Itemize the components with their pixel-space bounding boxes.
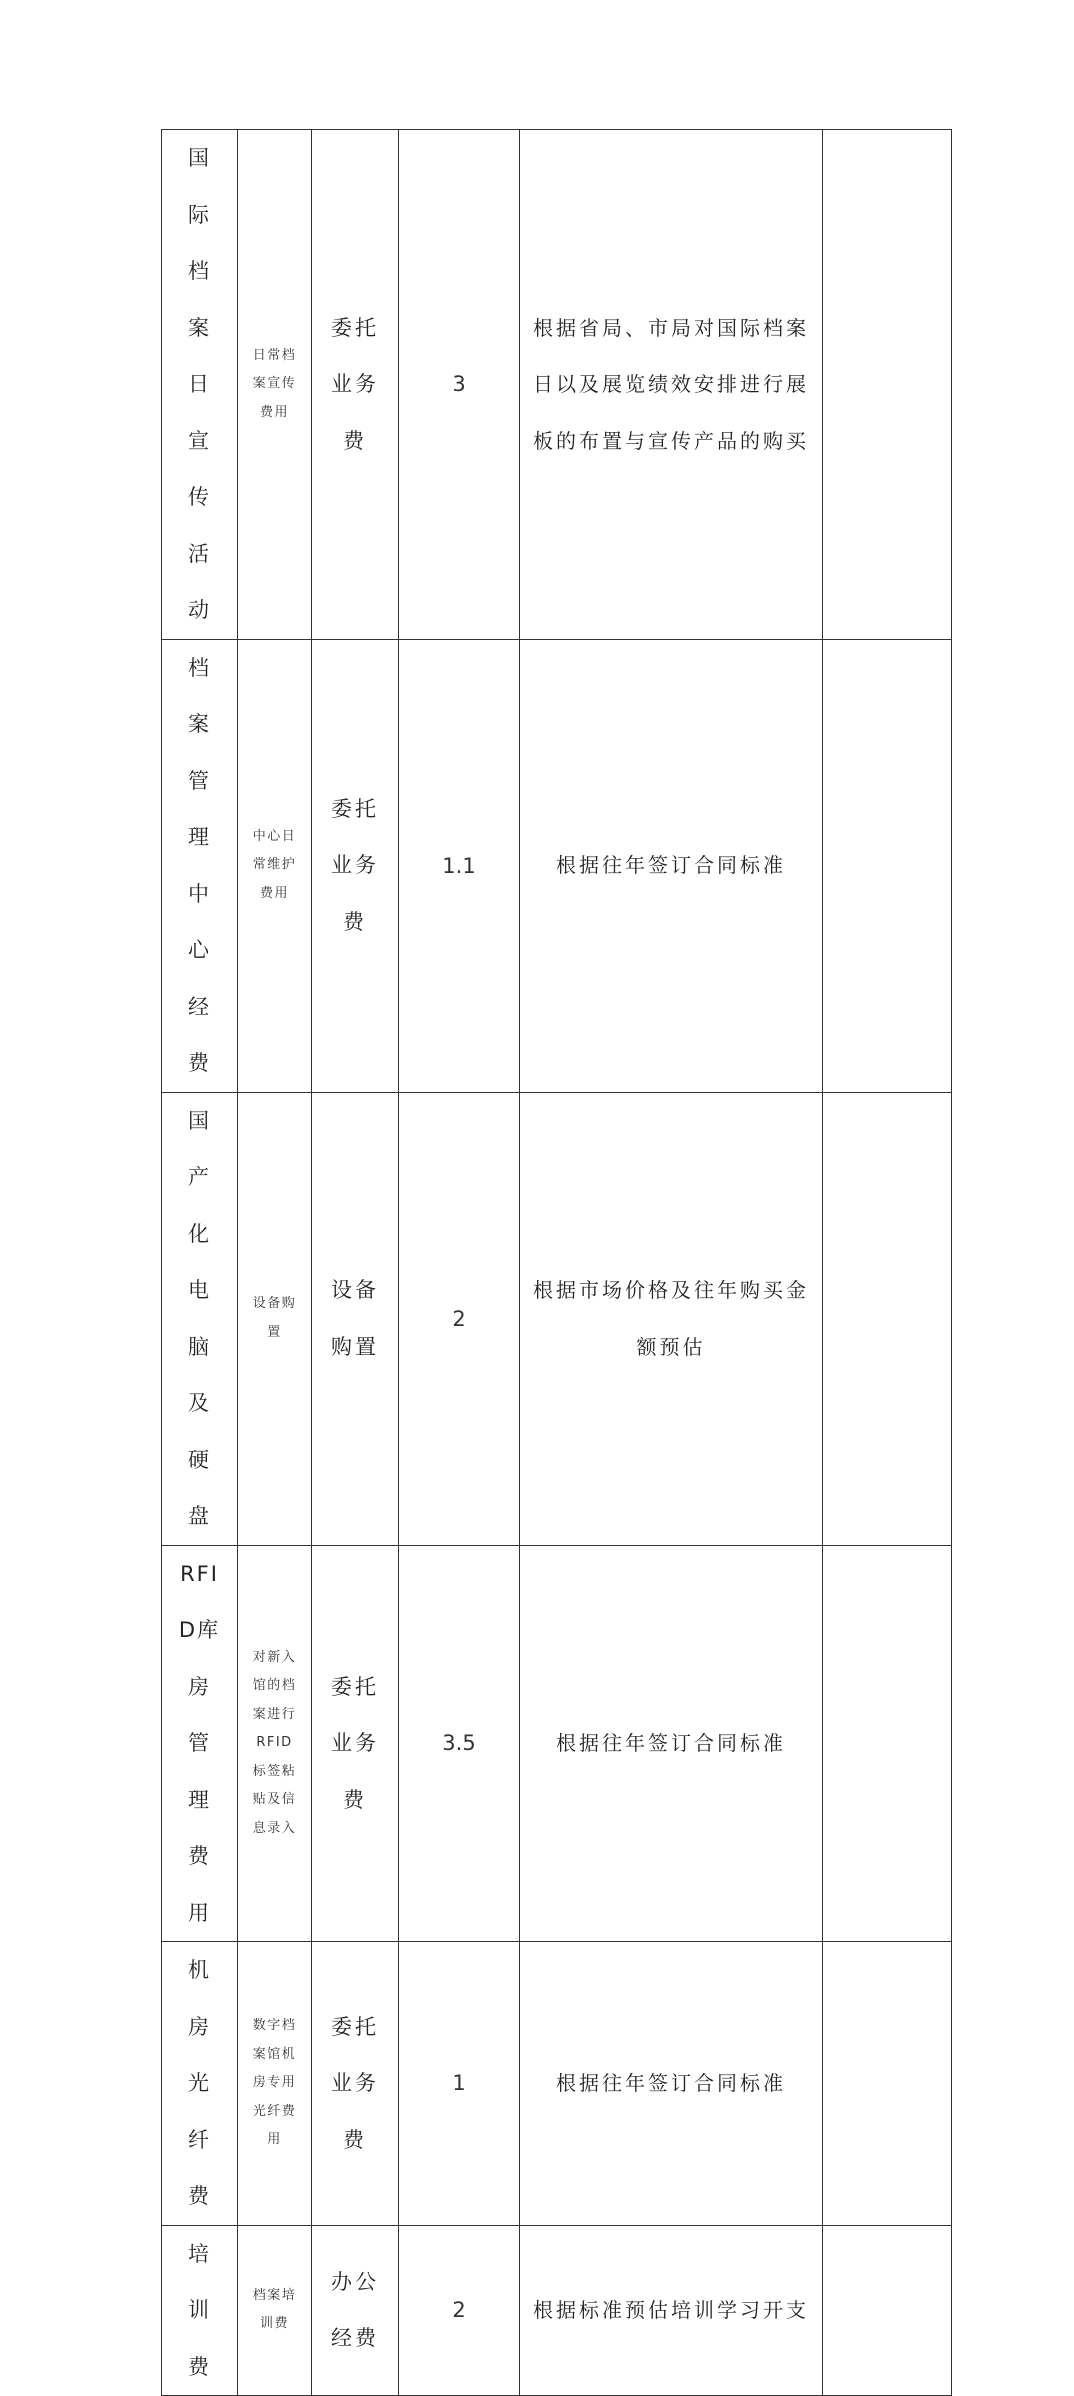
- basis-cell: [520, 130, 823, 640]
- basis: 根据标准预估培训学习开支: [533, 2298, 809, 2322]
- basis: 根据省局、市局对国际档案日以及展览绩效安排进行展板的布置与宣传产品的购买: [533, 315, 809, 453]
- table-row: [162, 130, 952, 640]
- table-row: [162, 639, 952, 1092]
- remark-cell: [823, 130, 952, 640]
- remark-cell: [823, 1092, 952, 1545]
- table-row: [162, 1942, 952, 2226]
- item-detail: 档案培训费: [252, 2287, 297, 2332]
- expense-type: 委托业务费: [331, 2014, 379, 2152]
- remark-cell: [823, 2225, 952, 2396]
- expense-type: 委托业务费: [331, 796, 379, 934]
- basis-cell: [520, 1545, 823, 1942]
- expense-type-cell: [312, 130, 399, 640]
- detail-cell: [238, 639, 312, 1092]
- basis: 根据往年签订合同标准: [556, 853, 786, 878]
- table-row: [162, 1092, 952, 1545]
- expense-type-cell: [312, 1942, 399, 2226]
- amount-cell: [399, 1545, 520, 1942]
- detail-cell: [238, 2225, 312, 2396]
- item-name-cell: [162, 1092, 238, 1545]
- table-row: [162, 2225, 952, 2396]
- expense-type: 委托业务费: [331, 315, 379, 453]
- amount: 3.5: [442, 1731, 476, 1756]
- basis: 根据往年签订合同标准: [556, 2071, 786, 2095]
- item-detail: 对新入馆的档案进行RFID标签粘贴及信息录入: [252, 1649, 297, 1836]
- basis-cell: [520, 1092, 823, 1545]
- basis-cell: [520, 1942, 823, 2226]
- expense-type: 委托业务费: [331, 1674, 379, 1812]
- remark-cell: [823, 639, 952, 1092]
- item-name: 机房光纤费: [188, 1958, 211, 2208]
- expense-type-cell: [312, 1545, 399, 1942]
- amount: 2: [452, 1306, 466, 1331]
- item-name-cell: [162, 130, 238, 640]
- item-detail: 数字档案馆机房专用光纤费用: [252, 2018, 297, 2147]
- amount: 1.1: [442, 853, 476, 878]
- item-name: 培训费: [188, 2241, 211, 2379]
- basis-cell: [520, 639, 823, 1092]
- item-name: RFID库房管理费用: [178, 1561, 221, 1925]
- expense-type: 办公经费: [331, 2269, 379, 2351]
- amount-cell: [399, 1942, 520, 2226]
- item-name-cell: [162, 639, 238, 1092]
- amount-cell: [399, 639, 520, 1092]
- expense-type-cell: [312, 1092, 399, 1545]
- amount: 3: [452, 372, 466, 397]
- table-row: [162, 1545, 952, 1942]
- item-name-cell: [162, 1545, 238, 1942]
- item-detail: 中心日常维护费用: [252, 828, 297, 901]
- remark-cell: [823, 1942, 952, 2226]
- amount: 2: [452, 2298, 466, 2323]
- expense-type-cell: [312, 639, 399, 1092]
- item-name: 国产化电脑及硬盘: [188, 1108, 211, 1528]
- remark-cell: [823, 1545, 952, 1942]
- budget-table: [161, 129, 952, 2396]
- expense-type-cell: [312, 2225, 399, 2396]
- basis: 根据往年签订合同标准: [556, 1731, 786, 1755]
- item-name: 国际档案日宣传活动: [188, 146, 211, 622]
- item-detail: 设备购置: [252, 1296, 297, 1340]
- detail-cell: [238, 130, 312, 640]
- expense-type: 设备购置: [331, 1278, 379, 1359]
- item-name-cell: [162, 2225, 238, 2396]
- item-detail: 日常档案宣传费用: [252, 347, 297, 420]
- amount-cell: [399, 2225, 520, 2396]
- amount-cell: [399, 1092, 520, 1545]
- detail-cell: [238, 1942, 312, 2226]
- detail-cell: [238, 1545, 312, 1942]
- detail-cell: [238, 1092, 312, 1545]
- basis: 根据市场价格及往年购买金额预估: [533, 1278, 809, 1359]
- basis-cell: [520, 2225, 823, 2396]
- amount-cell: [399, 130, 520, 640]
- item-name-cell: [162, 1942, 238, 2226]
- amount: 1: [452, 2071, 466, 2096]
- item-name: 档案管理中心经费: [188, 655, 211, 1075]
